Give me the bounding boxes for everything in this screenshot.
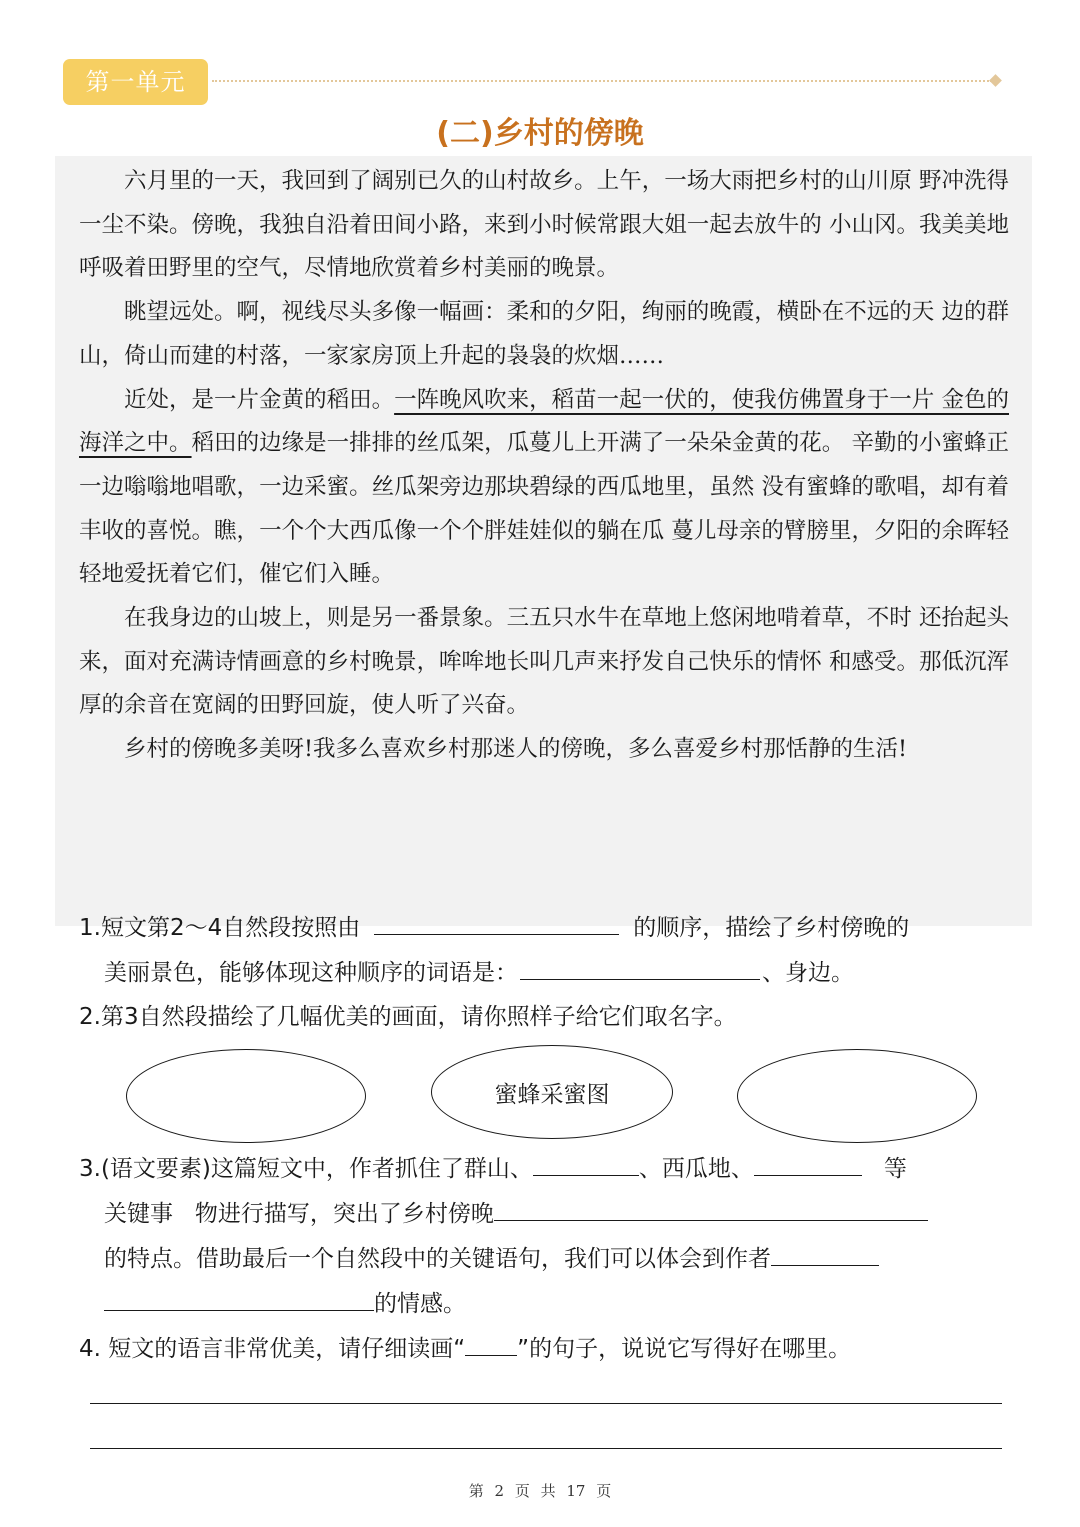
- oval-example: [431, 1045, 673, 1139]
- question-4-text-a: 4. 短文的语言非常优美，请仔细读画“: [79, 1336, 466, 1362]
- question-1-text-c: 美丽景色，能够体现这种顺序的词语是：: [104, 960, 518, 986]
- q3-blank-3[interactable]: [494, 1190, 928, 1221]
- question-3-text-b: 、西瓜地、: [638, 1156, 754, 1182]
- oval-blank-1[interactable]: [126, 1049, 366, 1143]
- question-3-text-f: 的情感。: [374, 1291, 466, 1317]
- question-1-line-2: [104, 949, 854, 996]
- q3-blank-4[interactable]: [771, 1235, 879, 1266]
- question-3-text-c: 等: [883, 1156, 907, 1182]
- paragraph-3: [79, 379, 1009, 598]
- passage-text: [79, 160, 1009, 772]
- oval-example-label: 蜜蜂采蜜图: [494, 1081, 610, 1108]
- picture-name-ovals: [0, 1045, 1080, 1145]
- paragraph-2: 眺望远处。啊，视线尽头多像一幅画：柔和的夕阳，绚丽的晚霞，横卧在不远的天 边的群山，倚山而建的村落，一家家房顶上升起的袅袅的炊烟……: [79, 299, 1009, 369]
- question-3-line-2: [104, 1190, 928, 1237]
- question-3-line-1: [79, 1145, 907, 1192]
- question-3-text-e: 的特点。借助最后一个自然段中的关键语句，我们可以体会到作者: [104, 1246, 771, 1272]
- answer-line-1[interactable]: [90, 1403, 1002, 1404]
- question-3-line-4: [104, 1280, 466, 1327]
- question-3-text-a: 3.(语文要素)这篇短文中，作者抓住了群山、: [79, 1156, 533, 1182]
- unit-badge: 第一单元: [63, 59, 208, 105]
- paragraph-4: 在我身边的山坡上，则是另一番景象。三五只水牛在草地上悠闲地啃着草，不时 还抬起头来，面对充满诗情画意的乡村晚景，哞哞地长叫几声来抒发自己快乐的情怀 和感受。那低沉浑厚的余音在宽阔的田野回旋，使人听了兴奋。: [79, 605, 1009, 719]
- q1-blank-words[interactable]: [520, 949, 760, 980]
- question-1-text-b: 的顺序，描绘了乡村傍晚的: [633, 915, 910, 941]
- oval-blank-2[interactable]: [737, 1049, 977, 1143]
- passage-title: (二)乡村的傍晚: [436, 116, 644, 151]
- question-1-line-1: [79, 904, 909, 951]
- question-3-line-3: [104, 1235, 879, 1282]
- paragraph-3-start: 近处，是一片金黄的稻田。: [124, 386, 395, 413]
- q3-blank-5[interactable]: [104, 1280, 374, 1311]
- question-1-text-a: 1.短文第2～4自然段按照由: [79, 915, 361, 941]
- question-1-text-d: 、身边。: [762, 960, 854, 986]
- q3-blank-1[interactable]: [533, 1145, 639, 1176]
- q3-blank-2[interactable]: [754, 1145, 862, 1176]
- question-3-text-d: 关键事 物进行描写，突出了乡村傍晚: [104, 1201, 494, 1227]
- page-footer: 第 2 页 共 17 页: [468, 1482, 612, 1500]
- question-4: [79, 1325, 851, 1372]
- q1-blank-order[interactable]: [374, 904, 619, 935]
- divider-diamond-icon: [989, 74, 1002, 87]
- underlined-sentence: 一阵晚风吹来，稻苗一起一伏的，使我仿佛置身于一片 金色的海洋之中。: [79, 386, 1009, 457]
- header-divider: [212, 80, 992, 82]
- paragraph-3-rest: 稻田的边缘是一排排的丝瓜架，瓜蔓儿上开满了一朵朵金黄的花。 辛勤的小蜜蜂正一边嗡嗡地唱歌，一边采蜜。丝瓜架旁边那块碧绿的西瓜地里，虽然 没有蜜蜂的歌唱，却有着丰收的喜悦。瞧，一个个大西瓜像一个个胖娃娃似的躺在瓜 蔓儿母亲的臂膀里，夕阳的余晖轻轻地爱抚着它们，催它们入睡。: [79, 430, 1009, 588]
- q4-underline-sample: [465, 1325, 517, 1356]
- question-2: 2.第3自然段描绘了几幅优美的画面，请你照样子给它们取名字。: [79, 1004, 737, 1030]
- paragraph-1: 六月里的一天，我回到了阔别已久的山村故乡。上午，一场大雨把乡村的山川原 野冲洗得一尘不染。傍晚，我独自沿着田间小路，来到小时候常跟大姐一起去放牛的 小山冈。我美美地呼吸着田野里的空气，尽情地欣赏着乡村美丽的晚景。: [79, 168, 1009, 282]
- question-4-text-b: ”的句子，说说它写得好在哪里。: [517, 1336, 852, 1362]
- answer-line-2[interactable]: [90, 1448, 1002, 1449]
- paragraph-5: 乡村的傍晚多美呀!我多么喜欢乡村那迷人的傍晚，多么喜爱乡村那恬静的生活!: [124, 736, 908, 763]
